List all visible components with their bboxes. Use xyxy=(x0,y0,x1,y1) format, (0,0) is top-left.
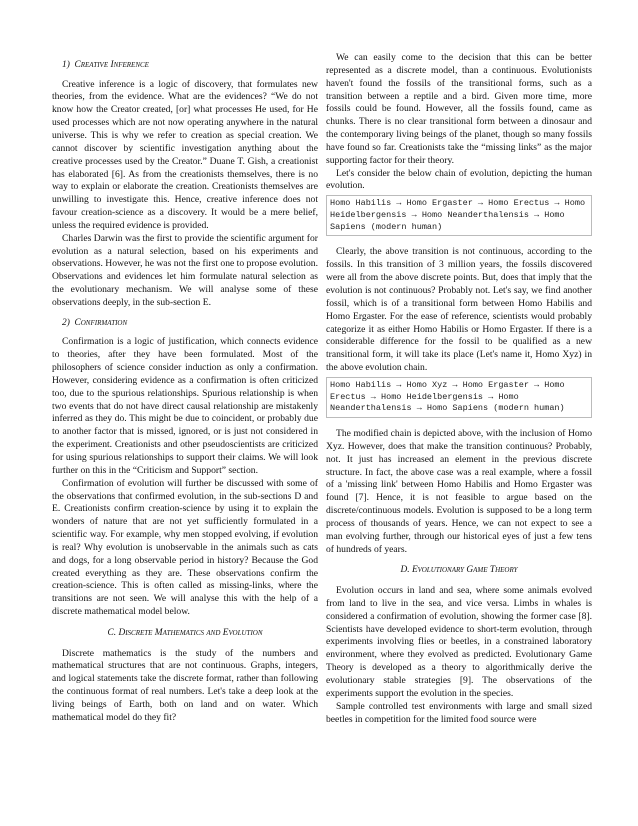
paragraph: Discrete mathematics is the study of the numbers and mathematical structures that are not continuous. Graphs, integers, and logical statements take the discrete format, rather than following the continuous format of real numbers. Let's take a deep look at the living beings of Earth, both on land and on water. Which mathematical model do they fit? xyxy=(52,647,318,723)
code-block-modified-chain: Homo Habilis → Homo Xyz → Homo Ergaster → Homo Erectus → Homo Heidelbergensis → Homo Neanderthalensis → Homo Sapiens (modern human) xyxy=(326,377,592,418)
paragraph: Let's consider the below chain of evolution, depicting the human evolution. xyxy=(326,167,592,192)
paragraph: The modified chain is depicted above, with the inclusion of Homo Xyz. However, does that make the transition continuous? Probably, not. It just has increased an element in the previous discrete structure. In fact, the above case was a real example, where a fossil of a 'missing link' between Homo Habilis and Homo Ergaster was found [7]. Hence, it is not feasible to argue based on the discrete/continuous models. Evolution is supposed to be a long term process of thousands of years. Hence, we can not expect to see a man evolving further, through our historical eyes of just a few tens of hundreds of years. xyxy=(326,428,592,555)
section-heading-d: D. Evolutionary Game Theory xyxy=(400,565,518,576)
right-column xyxy=(326,52,592,726)
code-block-evolution-chain: Homo Habilis → Homo Ergaster → Homo Erectus → Homo Heidelbergensis → Homo Neanderthalensis → Homo Sapiens (modern human) xyxy=(326,195,592,236)
paragraph: Confirmation is a logic of justification, which connects evidence to theories, after they have been formulated. Most of the philosophers of science consider induction as only a confirmation. However, considering evidence as a confirmation is often criticized too, due to the spurious relationships. Spurious relationship is when two events that do not have direct causal relationship are mistakenly inferred as they do. This might be due to coincident, or probably due to another factor that is missed, ignored, or is just not considered in the experiment. Creationists and other pseudoscientists are criticized for using spurious relationships to support their claims. We will look further on this in the “Criticism and Support” section. xyxy=(52,336,318,476)
section-title: Discrete Mathematics and Evolution xyxy=(118,627,263,638)
paragraph: We can easily come to the decision that this can be better represented as a discrete model, than a continuous. Evolutionists haven't found the fossils of the transitional forms, such as a transition between a reptile and a bird. Given more time, more fossils could be found. However, all the fossils found, came as chunks. There is no clear transitional form between a dinosaur and the contemporary living beings of the planet, though so many fossils have found so far. Creationists take the “missing links” as the major supporting factor for their theory. xyxy=(326,52,592,166)
subsection-title: Creative Inference xyxy=(74,60,149,70)
paragraph: Sample controlled test environments with large and small sized beetles in competition for the limited food source were xyxy=(326,700,592,725)
subsection-heading-creative-inference: 1) Creative Inference xyxy=(62,60,149,70)
paragraph: Confirmation of evolution will further be discussed with some of the observations that confirmed evolution, in the sub-sections D and E. Creationists confirm creation-science by using it to explain the wonders of nature that are not yet sufficiently formulated in a scientific way. For example, why men stopped evolving, if evolution is real? Why evolution is unobservable in the animals such as cats and dogs, for a long observable period in history? Because the God created everything as they are. These observations confirm the creation-science. This is often called as missing-links, where the transitions are not seen. We will analyse this with the help of a discrete mathematical model below. xyxy=(52,477,318,618)
subsection-title: Confirmation xyxy=(74,317,128,328)
paragraph: Clearly, the above transition is not continuous, according to the fossils. In this transition of 3 million years, the fossils discovered were all from the above discrete points. But, does that imply that the evolution is not continuous? Probably not. Let's say, we find another fossil, which is of a transitional form between Homo Habilis and Homo Ergaster. For the ease of reference, scientists would probably categorize it as either Homo Habilis or Homo Ergaster. If there is a considerable difference for the fossil to be qualified as a new transitional form, it will take its place (Let's name it, Homo Xyz) in the above evolution chain. xyxy=(326,246,592,374)
left-column xyxy=(52,52,318,725)
paragraph: Evolution occurs in land and sea, where some animals evolved from land to live in the sea, and vice versa. Limbs in whales is considered a confirmation of evolution, showing the former case [8]. Scientists have developed evidence to short-term evolution, through experiments involving flies or beetles, in a constrained laboratory environment, where they evolved as predicted. Evolutionary Game Theory is developed as a theory to algorithmically derive the evolutionary stable strategies [9]. The observations of the experiments support the evolution in the species. xyxy=(326,585,592,699)
paragraph: Charles Darwin was the first to provide the scientific argument for evolution as a natural selection, based on his experiments and observations. However, he was not the first one to propose evolution. Observations and evidences let him formulate natural selection as the evolutionary mechanism. We will analyse some of these observations deeply, in the sub-section E. xyxy=(52,232,318,308)
section-title: Evolutionary Game Theory xyxy=(411,565,518,576)
paragraph: Creative inference is a logic of discovery, that formulates new theories, from the evidence. What are the evidences? “We do not know how the Creator created, [or] what processes He used, for He used processes which are not now operating anywhere in the natural universe. This is why we refer to creation as special creation. We cannot discover by scientific investigation anything about the creative processes used by the Creator.” Duane T. Gish, a creationist has elaborated [6]. As from the creationists themselves, there is no way to explain or elaborate the creation. Creationists themselves are unwilling to investigate this. Hence, creative inference does not favour creation-science as a discovery. It would be a mere belief, unless the required evidence is provided. xyxy=(52,78,318,231)
subsection-heading-confirmation: 2) Confirmation xyxy=(62,317,128,328)
section-heading-c: C. Discrete Mathematics and Evolution xyxy=(107,627,263,638)
